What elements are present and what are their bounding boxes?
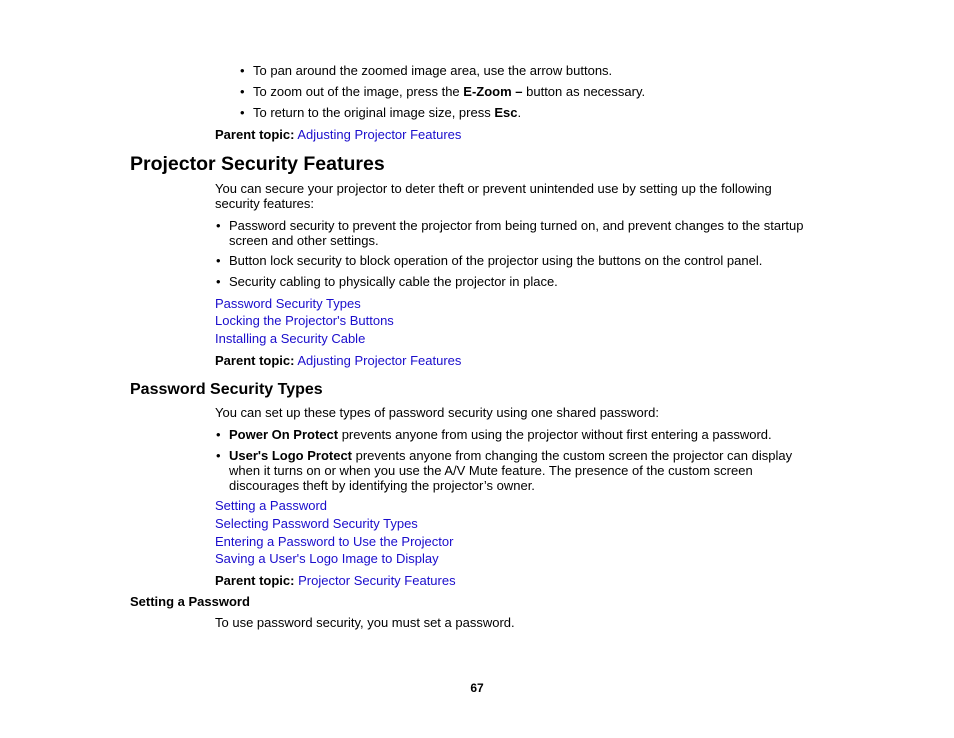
bullet-dot: •: [216, 218, 221, 233]
bullet-dot: •: [240, 105, 245, 120]
bullet-dot: •: [216, 253, 221, 268]
bullet-dot: •: [216, 274, 221, 289]
bullet-item: [240, 105, 522, 120]
parent-topic: [215, 353, 461, 368]
link-selecting-password-types[interactable]: Selecting Password Security Types: [215, 516, 418, 531]
key-name: E-Zoom –: [463, 84, 523, 99]
bullet-item: [240, 63, 613, 78]
parent-topic-label: Parent topic:: [215, 127, 295, 142]
bullet-text: To return to the original image size, press: [253, 105, 495, 120]
link-entering-password[interactable]: Entering a Password to Use the Projector: [215, 534, 454, 549]
bullet-text: To pan around the zoomed image area, use the arrow buttons.: [253, 63, 613, 78]
bullet-item: [216, 253, 763, 268]
bullet-text: .: [517, 105, 522, 120]
parent-topic-link[interactable]: Adjusting Projector Features: [297, 353, 462, 368]
parent-topic-link[interactable]: Adjusting Projector Features: [297, 127, 462, 142]
subsection-heading: Password Security Types: [130, 381, 323, 398]
link-installing-security-cable[interactable]: Installing a Security Cable: [215, 331, 366, 346]
bullet-item: [216, 274, 558, 289]
bullet-text: prevents anyone from using the projector without first entering a password.: [338, 427, 772, 442]
term: Power On Protect: [229, 427, 339, 442]
bullet-text: Button lock security to block operation of the projector using the buttons on the control panel.: [229, 253, 763, 268]
topic-heading: Setting a Password: [130, 594, 250, 609]
section-intro: You can secure your projector to deter theft or prevent unintended use by setting up the following security features:: [215, 181, 772, 211]
bullet-dot: •: [216, 427, 221, 442]
term: User's Logo Protect: [229, 448, 353, 463]
topic-text: To use password security, you must set a password.: [215, 615, 515, 630]
parent-topic-link[interactable]: Projector Security Features: [298, 573, 456, 588]
bullet-text: Security cabling to physically cable the projector in place.: [229, 274, 558, 289]
bullet-dot: •: [216, 448, 221, 463]
subsection-intro: You can set up these types of password security using one shared password:: [215, 405, 659, 420]
bullet-text: Password security to prevent the projector from being turned on, and prevent changes to the startup screen and other settings.: [229, 218, 804, 248]
bullet-item: [216, 448, 804, 493]
section-heading: Projector Security Features: [130, 153, 385, 175]
link-setting-password[interactable]: Setting a Password: [215, 498, 328, 513]
bullet-text: prevents anyone from changing the custom screen the projector can display when it turns on or when you use the A/V Mute feature. The presence of the custom screen discourages theft by identifying the projector’s owner.: [229, 448, 793, 493]
key-name: Esc: [494, 105, 518, 120]
page-number: 67: [470, 681, 484, 695]
bullet-text: To zoom out of the image, press the: [253, 84, 464, 99]
bullet-item: [216, 427, 772, 442]
bullet-dot: •: [240, 63, 245, 78]
bullet-item: [216, 218, 819, 248]
bullet-dot: •: [240, 84, 245, 99]
parent-topic: [215, 127, 461, 142]
link-locking-buttons[interactable]: Locking the Projector's Buttons: [215, 313, 394, 328]
bullet-text: button as necessary.: [522, 84, 646, 99]
bullet-item: [240, 84, 646, 99]
link-password-security-types[interactable]: Password Security Types: [215, 296, 361, 311]
link-saving-logo-image[interactable]: Saving a User's Logo Image to Display: [215, 551, 439, 566]
parent-topic-label: Parent topic:: [215, 573, 295, 588]
parent-topic-label: Parent topic:: [215, 353, 295, 368]
parent-topic: [215, 573, 456, 588]
